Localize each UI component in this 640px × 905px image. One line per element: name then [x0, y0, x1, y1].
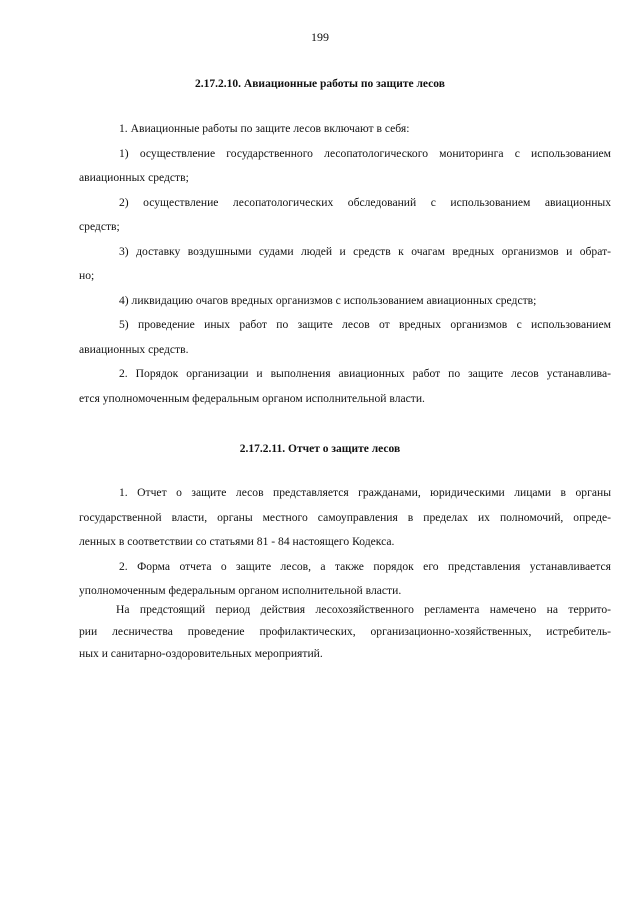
paragraph-2-line-2: ется уполномоченным федеральным органом исполнительной власти.	[79, 391, 425, 405]
report-paragraph-2-line-1: 2. Форма отчета о защите лесов, а также порядок его представления устанавливается	[119, 559, 611, 573]
section-heading-aviation-works: 2.17.2.10. Авиационные работы по защите лесов	[195, 78, 445, 90]
section-body-planned-measures	[79, 599, 611, 665]
paragraph-2-line-1: 2. Порядок организации и выполнения авиационных работ по защите лесов устанавлива-	[119, 367, 611, 380]
planned-measures-line-2: рии лесничества проведение профилактических, организационно-хозяйственных, истребитель-	[79, 625, 611, 638]
list-item-5-line-1: 5) проведение иных работ по защите лесов от вредных организмов с использованием	[119, 318, 611, 331]
report-paragraph-1-line-2: государственной власти, органы местного самоуправления в пределах их полномочий, опреде-	[79, 510, 611, 524]
report-paragraph-1-line-3: ленных в соответствии со статьями 81 - 84 настоящего Кодекса.	[79, 535, 395, 548]
list-item-4: 4) ликвидацию очагов вредных организмов с использованием авиационных средств;	[119, 293, 537, 307]
planned-measures-line-3: ных и санитарно-оздоровительных мероприятий.	[79, 647, 323, 660]
list-item-2-line-2: средств;	[79, 220, 120, 233]
section-body-aviation-works	[79, 117, 611, 411]
list-item-3-line-2: но;	[79, 269, 95, 282]
paragraph-intro: 1. Авиационные работы по защите лесов включают в себя:	[119, 122, 410, 135]
list-item-1-line-2: авиационных средств;	[79, 171, 189, 184]
list-item-2-line-1: 2) осуществление лесопатологических обследований с использованием авиационных	[119, 195, 611, 209]
page-number: 199	[311, 30, 329, 44]
section-heading-forest-protection-report: 2.17.2.11. Отчет о защите лесов	[239, 443, 401, 455]
report-paragraph-1-line-1: 1. Отчет о защите лесов представляется гражданами, юридическими лицами в органы	[119, 486, 611, 499]
list-item-5-line-2: авиационных средств.	[79, 342, 189, 356]
list-item-3-line-1: 3) доставку воздушными судами людей и средств к очагам вредных организмов и обрат-	[119, 244, 611, 258]
section-body-forest-protection-report	[79, 481, 611, 604]
list-item-1-line-1: 1) осуществление государственного лесопатологического мониторинга с использованием	[119, 146, 611, 160]
planned-measures-line-1: На предстоящий период действия лесохозяйственного регламента намечено на террито-	[116, 603, 611, 616]
report-paragraph-2-line-2: уполномоченным федеральным органом исполнительной власти.	[79, 584, 402, 597]
